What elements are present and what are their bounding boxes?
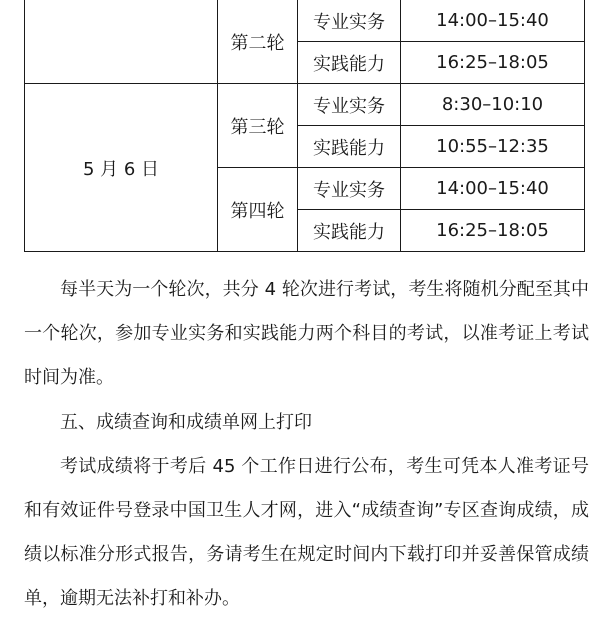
body-text: [24, 268, 589, 622]
round-cell: 第四轮: [218, 168, 298, 252]
round-explanation-paragraph: 每半天为一个轮次，共分 4 轮次进行考试，考生将随机分配至其中一个轮次，参加专业实务和实践能力两个科目的考试，以准考证上考试时间为准。: [24, 279, 589, 389]
subject-cell: 实践能力: [298, 126, 401, 168]
subject-cell: 实践能力: [298, 42, 401, 84]
subject-cell: 专业实务: [298, 84, 401, 126]
table-row: [25, 0, 585, 42]
time-cell: 10:55–12:35: [401, 126, 585, 168]
round-cell: 第二轮: [218, 0, 298, 84]
subject-cell: 实践能力: [298, 210, 401, 252]
time-cell: 14:00–15:40: [401, 168, 585, 210]
table-row: [25, 84, 585, 126]
score-query-paragraph: 考试成绩将于考后 45 个工作日进行公布，考生可凭本人准考证号和有效证件号登录中国卫生人才网，进入“成绩查询”专区查询成绩，成绩以标准分形式报告，务请考生在规定时间内下载打印并妥善保管成绩单，逾期无法补打和补办。: [24, 455, 589, 610]
subject-cell: 专业实务: [298, 0, 401, 42]
time-cell: 16:25–18:05: [401, 210, 585, 252]
exam-schedule-table: [24, 0, 585, 252]
time-cell: 8:30–10:10: [401, 84, 585, 126]
subject-cell: 专业实务: [298, 168, 401, 210]
date-cell: [25, 0, 218, 84]
date-cell: 5 月 6 日: [25, 84, 218, 252]
time-cell: 16:25–18:05: [401, 42, 585, 84]
round-cell: 第三轮: [218, 84, 298, 168]
time-cell: 14:00–15:40: [401, 0, 585, 42]
section-heading: 五、成绩查询和成绩单网上打印: [60, 411, 312, 433]
